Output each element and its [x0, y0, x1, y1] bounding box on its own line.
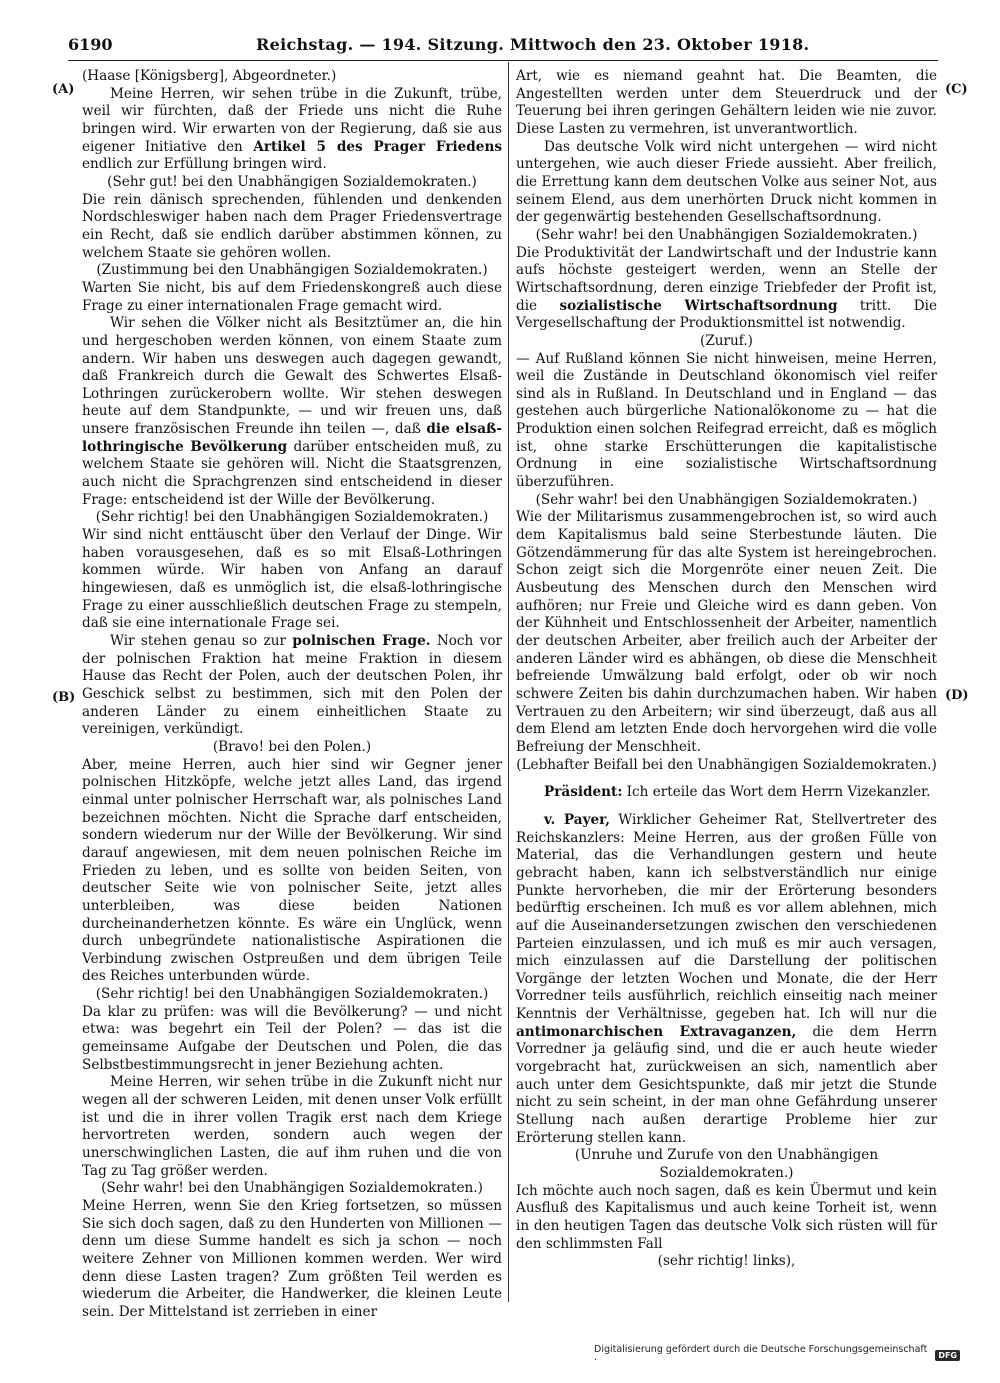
- paragraph: Meine Herren, wir sehen trübe in die Zukunft nicht nur wegen all der schweren Leiden, mit denen unser Volk erfüllt ist und die in ihrer vollen Tragik erst nach dem Kriege hervortreten werden, sondern auch wegen der unerschwinglichen Lasten, die auf ihm ruhen und die von Tag zu Tag größer werden.: [82, 1074, 502, 1179]
- page-number: 6190: [68, 35, 113, 54]
- paragraph: Ich möchte auch noch sagen, daß es kein Übermut und kein Ausfluß des Kapitalismus und auch keine Torheit ist, wenn in den heutigen Tagen das deutsche Volk sich rüsten will für den schlimmsten Fall: [516, 1182, 937, 1252]
- bold-phrase: Artikel 5 des Prager Friedens: [253, 138, 502, 155]
- header-title: Reichstag. — 194. Sitzung. Mittwoch den 23. Oktober 1918.: [256, 35, 810, 54]
- left-column: [82, 68, 502, 1322]
- bold-phrase: die elsaß-lothringische Bevölkerung: [82, 421, 502, 455]
- right-column: [516, 68, 937, 1271]
- speaker-line: (Haase [Königsberg], Abgeordneter.): [82, 68, 337, 84]
- digitization-footer: [594, 1344, 960, 1366]
- column-divider: [508, 62, 509, 1302]
- paragraph: Meine Herren, wir sehen trübe in die Zukunft, trübe, weil wir fürchten, daß der Friede uns nicht die Ruhe bringen wird. Wir erwarten von der Regierung, daß sie aus eigener Initiative den Artikel 5 des Prager Friedens endlich zur Erfüllung bringen wird.: [82, 85, 502, 173]
- reaction: (Zustimmung bei den Unabhängigen Sozialdemokraten.): [96, 262, 488, 279]
- header-rule: [68, 60, 938, 61]
- paragraph: Art, wie es niemand geahnt hat. Die Beamten, die Angestellten werden unter dem Steuerdruck und der Teuerung bei ihren geringen Gehältern leiden wie nie zuvor. Diese Lasten zu vermehren, ist unverantwortlich.: [516, 68, 937, 137]
- paragraph: Das deutsche Volk wird nicht untergehen — wird nicht untergehen, wie auch dieser Friede aussieht. Aber freilich, die Errettung kann dem deutschen Volke aus seiner Not, aus seinem Elend, aus dem unerhörten Druck nicht kommen in der gegenwärtig bestehenden Gesellschaftsordnung.: [516, 138, 937, 226]
- margin-mark-c: (C): [945, 82, 968, 97]
- speaker-name: v. Payer,: [544, 811, 611, 828]
- footer-text: Digitalisierung gefördert durch die Deutsche Forschungsgemeinschaft ·: [594, 1344, 928, 1366]
- president-statement: Präsident: Ich erteile das Wort dem Herrn Vizekanzler.: [544, 784, 931, 801]
- paragraph: Warten Sie nicht, bis auf dem Friedenskongreß auch diese Frage zu einer internationalen Frage gemacht wird.: [82, 279, 502, 314]
- reaction: (Bravo! bei den Polen.): [212, 738, 372, 755]
- dfg-logo: DFG: [935, 1350, 960, 1361]
- running-header: [68, 35, 938, 57]
- payer-speech: v. Payer, Wirklicher Geheimer Rat, Stellvertreter des Reichskanzlers: Meine Herren, aus der großen Fülle von Material, das die Verhandlungen gestern und heute gebracht haben, kann ich selbstverständlich nur einige Punkte hervorheben, die mir der Erörterung besonders bedürftig erscheinen. Ich muß es vor allem ablehnen, mich auf die Auseinandersetzungen zwischen den verschiedenen Parteien einzulassen, und ich muß es mir auch versagen, mich einzulassen auf die Darstellung der politischen Vorgänge der letzten Wochen und Monate, die der Herr Vorredner teils ausführlich, reichlich einseitig nach meiner Kenntnis der Verhältnisse, gegeben hat. Ich will nur die antimonarchischen Extravaganzen, die dem Herrn Vorredner ja geläufig sind, und die er auch heute wieder vorgebracht hat, zurückweisen an sich, namentlich aber auch unter dem Gesichtspunkte, daß mir jetzt die Stunde nicht zu sein scheint, in der man ohne Gefährdung unserer Stellung nach außen derartige Probleme hier zur Erörterung stellen kann.: [516, 811, 937, 1146]
- bold-phrase: sozialistische Wirtschaftsordnung: [559, 297, 838, 314]
- paragraph: Wie der Militarismus zusammengebrochen ist, so wird auch dem Kapitalismus bald seine Sterbestunde läuten. Die Götzendämmerung für das alte System ist hereingebrochen. Schon zeigt sich die Morgenröte einer neuen Zeit. Die Ausbeutung des Menschen durch den Menschen wird aufhören; nur Freie und Gleiche wird es dann geben. Von der Kühnheit und Entschlossenheit der Arbeiter, namentlich der deutschen Arbeiter, aber freilich auch der Arbeiter der anderen Länder wird es abhängen, ob diese die Menschheit befreiende Umwälzung bald erfolgt, oder ob wir noch schwere Zeiten bis dahin durchzumachen haben. Wir haben Vertrauen zu den Arbeitern; wir sind überzeugt, daß aus all dem Elend am letzten Ende doch hervorgehen wird die volle Befreiung der Menschheit.: [516, 509, 937, 755]
- speaker-name: Präsident:: [544, 784, 623, 801]
- bold-phrase: polnischen Frage.: [292, 633, 431, 649]
- paragraph: Wir stehen genau so zur polnischen Frage. Noch vor der polnischen Fraktion hat meine Fraktion in diesem Hause das Recht der Polen, auch der deutschen Polen, ihr Geschick selbst zu bestimmen, sich mit den Polen der anderen Länder zu einem einheitlichen Staate zu vereinigen, verkündigt.: [82, 633, 503, 738]
- paragraph: Meine Herren, wenn Sie den Krieg fortsetzen, so müssen Sie sich doch sagen, daß zu den Hunderten von Millionen — denn um diese Summe handelt es sich ja schon — noch weitere Zehner von Millionen kommen werden. Wer wird denn diese Lasten tragen? Zum größten Teil werden es wiederum die Arbeiter, die Handwerker, die kleinen Leute sein. Der Mittelstand ist zerrieben in einer: [82, 1198, 502, 1320]
- reaction: (Sehr wahr! bei den Unabhängigen Sozialdemokraten.): [535, 491, 918, 508]
- reaction: (Sehr gut! bei den Unabhängigen Sozialdemokraten.): [107, 173, 477, 190]
- bold-phrase: antimonarchischen Extravaganzen,: [516, 1023, 797, 1040]
- reaction: (Sehr wahr! bei den Unabhängigen Sozialdemokraten.): [535, 226, 918, 243]
- reaction: (Sehr wahr! bei den Unabhängigen Sozialdemokraten.): [101, 1180, 483, 1197]
- reaction: (Sehr richtig! bei den Unabhängigen Sozialdemokraten.): [95, 509, 489, 526]
- reaction: (Lebhafter Beifall bei den Unabhängigen Sozialdemokraten.): [516, 756, 937, 773]
- paragraph: — Auf Rußland können Sie nicht hinweisen, meine Herren, weil die Zustände in Deutschland ökonomisch viel reifer sind als in Rußland. In Deutschland und in England — das gestehen auch bürgerliche Nationalökonome zu — hat die Produktion einen solchen Reifegrad erreicht, daß es möglich ist, ohne starke Erschütterungen die kapitalistische Ordnung in eine sozialistische Wirtschaftsordnung überzuführen.: [516, 350, 937, 491]
- reaction: (sehr richtig! links),: [657, 1253, 796, 1270]
- reaction: (Unruhe und Zurufe von den Unabhängigen Sozialdemokraten.): [574, 1147, 879, 1182]
- paragraph: Aber, meine Herren, auch hier sind wir Gegner jener polnischen Hitzköpfe, welche jetzt alles Land, das irgend einmal unter polnischer Herrschaft war, als polnisches Land bezeichnen möchten. Nicht die Sprache darf entscheiden, sondern wiederum nur der Wille der Bevölkerung. Wir sind darauf angewiesen, mit dem neuen polnischen Reiche im Frieden zu leben, und es sollte von beiden Seiten, von deutscher Seite wie von polnischer Seite, jetzt alles unterbleiben, was diese beiden Nationen durcheinanderhetzen könnte. Es wäre ein Unglück, wenn durch unbegründete nationalistische Aspirationen die Verbindung zwischen Ostpreußen und dem übrigen Teile des Reiches unterbunden würde.: [82, 756, 502, 985]
- margin-mark-b: (B): [52, 690, 76, 705]
- paragraph: Die Produktivität der Landwirtschaft und der Industrie kann aufs höchste gesteigert werden, wenn an Stelle der Wirtschaftsordnung, deren einzige Triebfeder der Profit ist, die sozialistische Wirtschaftsordnung tritt. Die Vergesellschaftung der Produktionsmittel ist notwendig.: [516, 244, 938, 332]
- margin-mark-a: (A): [52, 82, 75, 97]
- paragraph: Die rein dänisch sprechenden, fühlenden und denkenden Nordschleswiger haben nach dem Prager Friedensvertrage ein Recht, daß sie endlich darüber abstimmen können, zu welchem Staate sie gehören wollen.: [82, 191, 502, 261]
- reaction: (Zuruf.): [700, 332, 753, 349]
- paragraph: Da klar zu prüfen: was will die Bevölkerung? — und nicht etwa: was begehrt ein Teil der Polen? — das ist die gemeinsame Aufgabe der Deutschen und Polen, die das Selbstbestimmungsrecht in jener Beziehung achten.: [82, 1003, 502, 1073]
- paragraph: Wir sind nicht enttäuscht über den Verlauf der Dinge. Wir haben vorausgesehen, daß es so mit Elsaß-Lothringen kommen würde. Wir haben von Anfang an darauf hingewiesen, daß es unmöglich ist, die elsaß-lothringische Frage zu einer ausschließlich deutschen Frage zu stempeln, daß sie eine internationale Frage sei.: [82, 527, 502, 632]
- margin-mark-d: (D): [945, 688, 969, 703]
- paragraph: Wir sehen die Völker nicht als Besitztümer an, die hin und hergeschoben werden können, von einem Staate zum andern. Wir haben uns deswegen auch dagegen gewandt, daß Frankreich durch die Gewalt des Schwertes Elsaß-Lothringen zurückerobern wollte. Wir stehen deswegen heute auf dem Standpunkte, — und wir freuen uns, daß unsere französischen Freunde ihn teilen —, daß die elsaß-lothringische Bevölkerung darüber entscheiden muß, zu welchem Staate sie gehören will. Nicht die Staatsgrenzen, auch nicht die Sprachgrenzen sind entscheidend in dieser Frage: entscheidend ist der Wille der Bevölkerung.: [82, 315, 502, 508]
- reaction: (Sehr richtig! bei den Unabhängigen Sozialdemokraten.): [95, 986, 489, 1003]
